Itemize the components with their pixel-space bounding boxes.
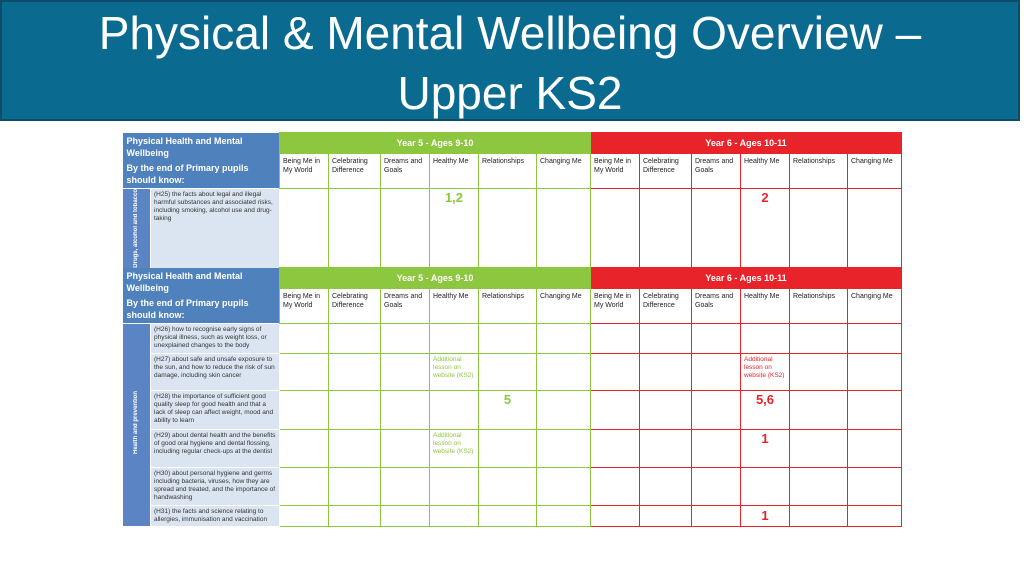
col-header: Relationships — [790, 289, 848, 324]
table-row — [123, 354, 902, 391]
overview-table-health — [122, 267, 902, 527]
table-cell — [692, 354, 741, 391]
table-row — [123, 468, 902, 506]
table-cell — [848, 354, 902, 391]
table-cell — [329, 354, 381, 391]
table-cell — [741, 324, 790, 354]
col-header: Dreams and Goals — [381, 289, 430, 324]
row-description: (H31) the facts and science relating to allergies, immunisation and vaccination — [151, 506, 280, 527]
col-header: Being Me in My World — [280, 154, 329, 189]
col-header: Dreams and Goals — [692, 289, 741, 324]
table-row — [123, 430, 902, 468]
table-cell — [640, 354, 692, 391]
category-label: Health and prevention — [123, 324, 151, 527]
page-title-line2: Upper KS2 — [397, 67, 623, 119]
col-header: Celebrating Difference — [640, 154, 692, 189]
table-cell — [790, 506, 848, 527]
table-cell — [692, 324, 741, 354]
corner-subtitle: By the end of Primary pupils should know: — [126, 297, 249, 320]
table-cell — [790, 354, 848, 391]
table-cell — [848, 506, 902, 527]
col-header: Relationships — [479, 289, 537, 324]
table-cell — [591, 324, 640, 354]
table-cell — [848, 430, 902, 468]
table-cell — [280, 391, 329, 430]
table-cell — [591, 506, 640, 527]
y6-healthy-cell: Additional lesson on website (KS2) — [741, 354, 790, 391]
table-cell — [591, 391, 640, 430]
table-cell — [692, 506, 741, 527]
table-cell — [790, 468, 848, 506]
table-cell — [479, 506, 537, 527]
table-cell — [640, 468, 692, 506]
table-cell — [741, 468, 790, 506]
y6-healthy-cell: 2 — [741, 189, 790, 274]
table-cell — [329, 468, 381, 506]
corner-title: Physical Health and Mental Wellbeing — [126, 270, 243, 293]
table-cell — [640, 430, 692, 468]
col-header: Relationships — [479, 154, 537, 189]
table-cell — [848, 391, 902, 430]
y6-healthy-cell: 1 — [741, 430, 790, 468]
corner-header — [123, 133, 280, 189]
table-cell — [280, 324, 329, 354]
table-cell — [430, 468, 479, 506]
table-cell — [537, 430, 591, 468]
col-header: Being Me in My World — [591, 289, 640, 324]
y5-healthy-cell: Additional lesson on website (KS2) — [430, 430, 479, 468]
table-cell — [692, 468, 741, 506]
year5-band: Year 5 - Ages 9-10 — [280, 133, 591, 154]
table-row — [123, 189, 902, 274]
row-description: (H25) the facts about legal and illegal harmful substances and associated risks, including smoking, alcohol use and drug-taking — [151, 189, 280, 274]
col-header: Celebrating Difference — [640, 289, 692, 324]
table-cell — [640, 506, 692, 527]
col-header: Healthy Me — [430, 289, 479, 324]
table-row — [123, 324, 902, 354]
col-header: Changing Me — [848, 289, 902, 324]
category-label: Drugs, alcohol and tobacco — [123, 189, 151, 274]
year6-band: Year 6 - Ages 10-11 — [591, 133, 902, 154]
y5-healthy-cell: 1,2 — [430, 189, 479, 274]
table-cell — [329, 430, 381, 468]
row-description: (H27) about safe and unsafe exposure to the sun, and how to reduce the risk of sun damage, including skin cancer — [151, 354, 280, 391]
table-cell — [381, 430, 430, 468]
table-cell — [329, 324, 381, 354]
table-cell — [537, 354, 591, 391]
table-cell — [381, 354, 430, 391]
year6-band: Year 6 - Ages 10-11 — [591, 268, 902, 289]
table-cell — [381, 391, 430, 430]
y5-healthy-cell: Additional lesson on website (KS2) — [430, 354, 479, 391]
table-cell — [790, 430, 848, 468]
col-header: Being Me in My World — [280, 289, 329, 324]
corner-title: Physical Health and Mental Wellbeing — [126, 135, 243, 158]
table-cell — [329, 391, 381, 430]
y6-healthy-cell: 5,6 — [741, 391, 790, 430]
y5-relationships-cell: 5 — [479, 391, 537, 430]
row-description: (H30) about personal hygiene and germs including bacteria, viruses, how they are spread and treated, and the importance of handwashing — [151, 468, 280, 506]
table-cell — [591, 468, 640, 506]
table-cell — [848, 324, 902, 354]
table-cell — [381, 468, 430, 506]
y6-healthy-cell: 1 — [741, 506, 790, 527]
col-header: Changing Me — [537, 289, 591, 324]
table-cell — [537, 468, 591, 506]
page-title-line1: Physical & Mental Wellbeing Overview – — [98, 7, 922, 59]
table-cell — [479, 324, 537, 354]
table-cell — [591, 354, 640, 391]
table-cell — [479, 430, 537, 468]
table-cell — [479, 354, 537, 391]
table-cell — [381, 506, 430, 527]
col-header: Changing Me — [537, 154, 591, 189]
col-header: Celebrating Difference — [329, 154, 381, 189]
row-description: (H26) how to recognise early signs of physical illness, such as weight loss, or unexplained changes to the body — [151, 324, 280, 354]
col-header: Dreams and Goals — [381, 154, 430, 189]
table-cell — [692, 391, 741, 430]
table-cell — [692, 430, 741, 468]
table-cell — [381, 324, 430, 354]
table-cell — [430, 506, 479, 527]
table-row — [123, 506, 902, 527]
table-cell — [280, 506, 329, 527]
year5-band: Year 5 - Ages 9-10 — [280, 268, 591, 289]
col-header: Celebrating Difference — [329, 289, 381, 324]
corner-subtitle: By the end of Primary pupils should know: — [126, 162, 249, 185]
table-cell — [848, 468, 902, 506]
table-cell — [537, 391, 591, 430]
col-header: Relationships — [790, 154, 848, 189]
table-cell — [591, 430, 640, 468]
title-banner — [0, 0, 1020, 121]
col-header: Changing Me — [848, 154, 902, 189]
table-cell — [329, 506, 381, 527]
table-cell — [280, 468, 329, 506]
table-cell — [537, 506, 591, 527]
table-cell — [537, 324, 591, 354]
table-cell — [640, 391, 692, 430]
table-cell — [280, 430, 329, 468]
table-cell — [430, 391, 479, 430]
table-cell — [479, 468, 537, 506]
overview-table-drugs — [122, 132, 902, 274]
col-header: Being Me in My World — [591, 154, 640, 189]
table-cell — [790, 324, 848, 354]
table-cell — [430, 324, 479, 354]
row-description: (H28) the importance of sufficient good quality sleep for good health and that a lack of sleep can affect weight, mood and ability to learn — [151, 391, 280, 430]
table-cell — [790, 391, 848, 430]
table-cell — [280, 354, 329, 391]
table-row — [123, 391, 902, 430]
corner-header — [123, 268, 280, 324]
col-header: Healthy Me — [741, 154, 790, 189]
table-cell — [640, 324, 692, 354]
col-header: Dreams and Goals — [692, 154, 741, 189]
row-description: (H29) about dental health and the benefits of good oral hygiene and dental flossing, including regular check-ups at the dentist — [151, 430, 280, 468]
col-header: Healthy Me — [430, 154, 479, 189]
col-header: Healthy Me — [741, 289, 790, 324]
